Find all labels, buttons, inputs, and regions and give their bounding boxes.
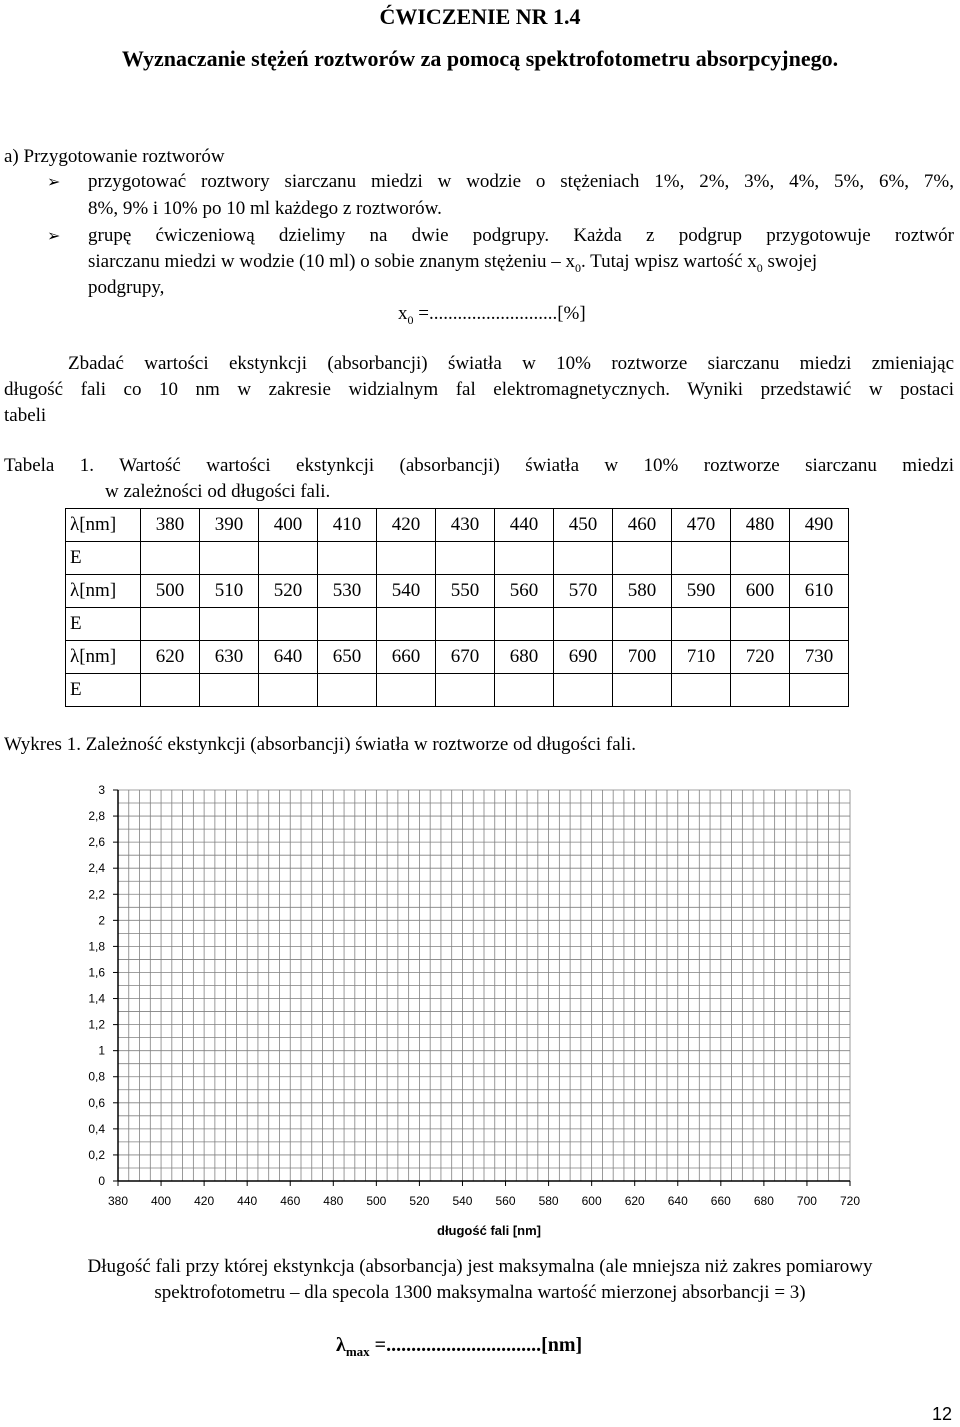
row-header-e: E xyxy=(66,542,141,575)
extinction-cell xyxy=(436,608,495,641)
extinction-cell xyxy=(318,542,377,575)
row-header-e: E xyxy=(66,608,141,641)
wavelength-cell: 400 xyxy=(259,509,318,542)
bullet1-line1: przygotować roztwory siarczanu miedzi w wodzie o stężeniach 1%, 2%, 3%, 4%, 5%, 6%, 7%, xyxy=(88,171,954,192)
extinction-cell xyxy=(613,608,672,641)
x-axis-label: długość fali [nm] xyxy=(437,1223,541,1238)
x-tick-label: 420 xyxy=(194,1194,215,1208)
bullet2-line1: grupę ćwiczeniową dzielimy na dwie podgrupy. Każda z podgrup przygotowuje roztwór xyxy=(88,225,954,246)
instructions-line2: długość fali co 10 nm w zakresie widzialnym fal elektromagnetycznych. Wyniki przedstawić w postaci xyxy=(4,379,954,400)
wavelength-cell: 680 xyxy=(495,641,554,674)
y-tick-label: 1,6 xyxy=(88,965,105,980)
x-tick-label: 720 xyxy=(839,1194,861,1208)
table-caption-line1: Tabela 1. Wartość wartości ekstynkcji (absorbancji) światła w 10% roztworze siarczanu miedzi xyxy=(4,455,954,476)
wavelength-cell: 670 xyxy=(436,641,495,674)
extinction-cell xyxy=(200,608,259,641)
extinction-cell xyxy=(554,608,613,641)
extinction-cell xyxy=(790,674,849,707)
extinction-cell xyxy=(318,674,377,707)
extinction-cell xyxy=(377,674,436,707)
wavelength-cell: 410 xyxy=(318,509,377,542)
row-header-e: E xyxy=(66,674,141,707)
y-tick-label: 1,4 xyxy=(88,991,105,1006)
extinction-cell xyxy=(731,542,790,575)
wavelength-cell: 580 xyxy=(613,575,672,608)
wavelength-cell: 600 xyxy=(731,575,790,608)
y-tick-label: 2,2 xyxy=(88,887,105,902)
wavelength-cell: 650 xyxy=(318,641,377,674)
chart-caption: Wykres 1. Zależność ekstynkcji (absorbancji) światła w roztworze od długości fali. xyxy=(4,734,636,755)
x-tick-label: 660 xyxy=(710,1194,731,1208)
table-row-e xyxy=(66,674,849,707)
instructions-line1: Zbadać wartości ekstynkcji (absorbancji) światła w 10% roztworze siarczanu miedzi zmieniając xyxy=(68,353,954,374)
x-tick-label: 380 xyxy=(107,1194,129,1208)
extinction-cell xyxy=(731,608,790,641)
bullet2-text-a: siarczanu miedzi w wodzie (10 ml) o sobie znanym stężeniu – x xyxy=(88,251,575,272)
lambda-symbol: λ xyxy=(336,1334,346,1356)
wavelength-cell: 490 xyxy=(790,509,849,542)
bullet-arrow-icon: ➢ xyxy=(47,226,61,245)
subscript: 0 xyxy=(756,260,763,275)
x-tick-label: 500 xyxy=(366,1194,387,1208)
page-subtitle: Wyznaczanie stężeń roztworów za pomocą spektrofotometru absorpcyjnego. xyxy=(121,46,839,71)
extinction-cell xyxy=(495,542,554,575)
wavelength-cell: 390 xyxy=(200,509,259,542)
lambda-sub: max xyxy=(345,1344,370,1359)
x-tick-label: 460 xyxy=(280,1194,301,1208)
extinction-cell xyxy=(259,542,318,575)
x-tick-label: 480 xyxy=(323,1194,344,1208)
table-row-lambda xyxy=(66,575,849,608)
extinction-cell xyxy=(200,542,259,575)
extinction-cell xyxy=(318,608,377,641)
wavelength-cell: 690 xyxy=(554,641,613,674)
extinction-cell xyxy=(495,608,554,641)
wavelength-cell: 550 xyxy=(436,575,495,608)
y-tick-label: 2,4 xyxy=(88,861,105,876)
y-tick-label: 2 xyxy=(98,913,105,928)
wavelength-cell: 610 xyxy=(790,575,849,608)
y-tick-label: 3 xyxy=(98,783,105,797)
y-tick-label: 0,2 xyxy=(88,1147,105,1162)
x-tick-label: 440 xyxy=(237,1194,258,1208)
extinction-cell xyxy=(613,542,672,575)
extinction-cell xyxy=(731,674,790,707)
extinction-cell xyxy=(141,542,200,575)
extinction-cell xyxy=(672,674,731,707)
extinction-cell xyxy=(554,674,613,707)
wavelength-cell: 440 xyxy=(495,509,554,542)
wavelength-cell: 570 xyxy=(554,575,613,608)
x0-field xyxy=(398,302,586,332)
page-title: ĆWICZENIE NR 1.4 xyxy=(379,4,581,29)
page-number: 12 xyxy=(932,1404,953,1424)
lambda-blank: =...............................[nm] xyxy=(369,1334,583,1356)
x-tick-label: 520 xyxy=(409,1194,430,1208)
bullet2-line2 xyxy=(88,250,817,280)
wavelength-cell: 560 xyxy=(495,575,554,608)
wavelength-cell: 510 xyxy=(200,575,259,608)
x-tick-label: 700 xyxy=(796,1194,817,1208)
bullet-arrow-icon: ➢ xyxy=(47,172,61,191)
bullet2-text-c: swojej xyxy=(762,251,818,272)
y-tick-label: 2,6 xyxy=(88,835,105,850)
extinction-cell xyxy=(259,608,318,641)
wavelength-cell: 500 xyxy=(141,575,200,608)
extinction-cell xyxy=(790,608,849,641)
absorbance-chart xyxy=(60,775,900,1250)
wavelength-cell: 630 xyxy=(200,641,259,674)
wavelength-cell: 420 xyxy=(377,509,436,542)
extinction-cell xyxy=(790,542,849,575)
extinction-cell xyxy=(436,674,495,707)
row-header-lambda: λ[nm] xyxy=(66,641,141,674)
table-caption-line2: w zależności od długości fali. xyxy=(105,481,331,502)
subscript: 0 xyxy=(575,260,581,275)
bullet2-line3: podgrupy, xyxy=(88,277,165,298)
wavelength-cell: 660 xyxy=(377,641,436,674)
y-tick-label: 0,8 xyxy=(88,1069,105,1084)
wavelength-cell: 590 xyxy=(672,575,731,608)
x-tick-label: 540 xyxy=(452,1194,473,1208)
wavelength-cell: 540 xyxy=(377,575,436,608)
extinction-cell xyxy=(495,674,554,707)
extinction-cell xyxy=(377,542,436,575)
wavelength-cell: 710 xyxy=(672,641,731,674)
extinction-cell xyxy=(613,674,672,707)
row-header-lambda: λ[nm] xyxy=(66,575,141,608)
table-row-lambda xyxy=(66,641,849,674)
y-tick-label: 0 xyxy=(98,1174,105,1188)
row-header-lambda: λ[nm] xyxy=(66,509,141,542)
wavelength-cell: 450 xyxy=(554,509,613,542)
x-tick-label: 680 xyxy=(753,1194,774,1208)
x-tick-label: 560 xyxy=(495,1194,516,1208)
wavelength-cell: 530 xyxy=(318,575,377,608)
y-tick-label: 1 xyxy=(98,1043,105,1058)
wavelength-cell: 640 xyxy=(259,641,318,674)
extinction-cell xyxy=(436,542,495,575)
absorbance-table xyxy=(65,508,849,707)
x-tick-label: 400 xyxy=(151,1194,172,1208)
wavelength-cell: 430 xyxy=(436,509,495,542)
footer-line1: Długość fali przy której ekstynkcja (absorbancja) jest maksymalna (ale mniejsza niż zakres pomiarowy xyxy=(87,1256,873,1277)
x0-blank: =...........................[%] xyxy=(413,303,586,324)
y-tick-label: 1,2 xyxy=(88,1017,105,1032)
x-tick-label: 580 xyxy=(538,1194,559,1208)
footer-line2: spektrofotometru – dla specola 1300 maksymalna wartość mierzonej absorbancji = 3) xyxy=(154,1282,806,1303)
y-tick-label: 1,8 xyxy=(88,939,105,954)
extinction-cell xyxy=(141,674,200,707)
x0-var: x xyxy=(398,303,408,324)
bullet2-text-b: . Tutaj wpisz wartość x xyxy=(581,251,757,272)
bullet1-line2: 8%, 9% i 10% po 10 ml każdego z roztworów. xyxy=(88,198,442,219)
extinction-cell xyxy=(259,674,318,707)
wavelength-cell: 730 xyxy=(790,641,849,674)
wavelength-cell: 720 xyxy=(731,641,790,674)
table-row-lambda xyxy=(66,509,849,542)
wavelength-cell: 480 xyxy=(731,509,790,542)
extinction-cell xyxy=(141,608,200,641)
extinction-cell xyxy=(377,608,436,641)
wavelength-cell: 700 xyxy=(613,641,672,674)
x-tick-label: 620 xyxy=(624,1194,645,1208)
extinction-cell xyxy=(672,608,731,641)
wavelength-cell: 380 xyxy=(141,509,200,542)
extinction-cell xyxy=(554,542,613,575)
instructions-line3: tabeli xyxy=(4,405,47,426)
wavelength-cell: 470 xyxy=(672,509,731,542)
extinction-cell xyxy=(200,674,259,707)
wavelength-cell: 520 xyxy=(259,575,318,608)
table-row-e xyxy=(66,608,849,641)
lambda-max-field xyxy=(336,1334,582,1360)
section-a-heading: a) Przygotowanie roztworów xyxy=(4,146,225,167)
x-tick-label: 600 xyxy=(581,1194,602,1208)
wavelength-cell: 460 xyxy=(613,509,672,542)
y-tick-label: 2,8 xyxy=(88,809,105,824)
y-tick-label: 0,4 xyxy=(88,1121,105,1136)
extinction-cell xyxy=(672,542,731,575)
y-tick-label: 0,6 xyxy=(88,1095,105,1110)
wavelength-cell: 620 xyxy=(141,641,200,674)
table-row-e xyxy=(66,542,849,575)
x-tick-label: 640 xyxy=(667,1194,688,1208)
subscript: 0 xyxy=(407,312,414,327)
